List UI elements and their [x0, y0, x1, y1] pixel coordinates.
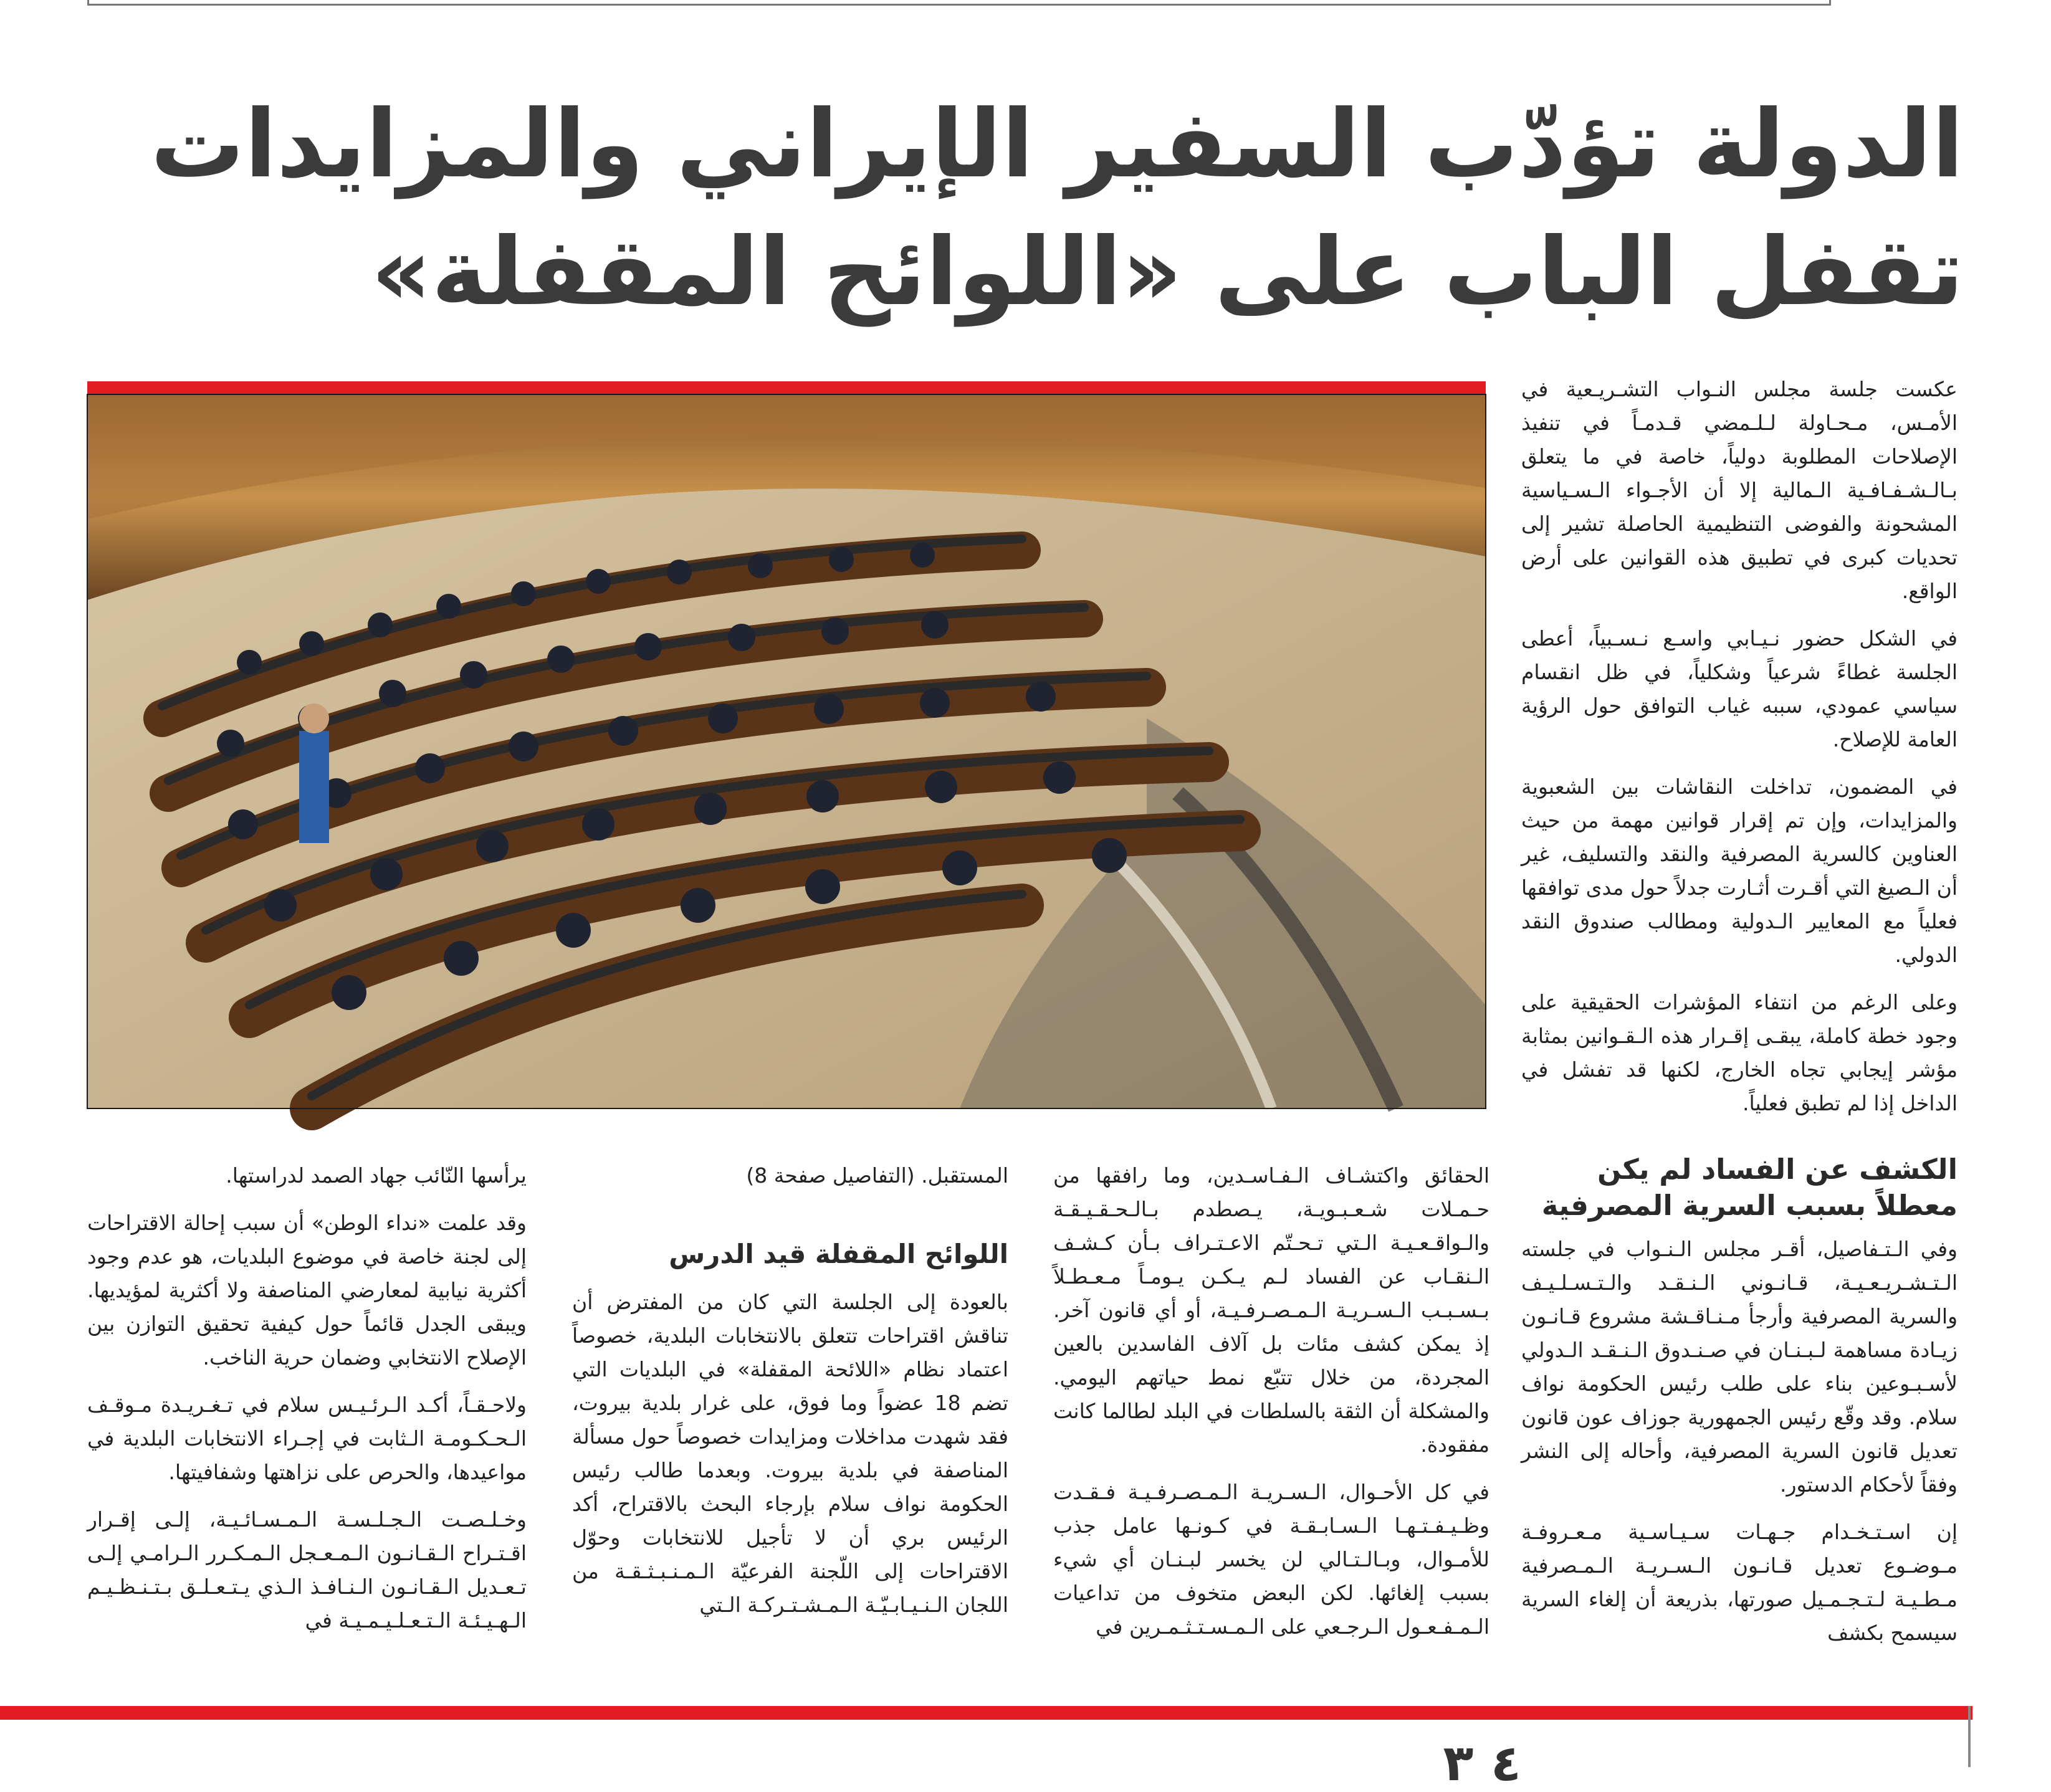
col2-paragraph-2: في كل الأحـوال، الـسـريـة الـمـصـرفـيـة فـقـدت وظـيـفـتـهـا الـسـابـقـة في كـونـها عامل جذب للأمـوال، وبـالـتـالي لن يخسر لبـنـان أي شيء بسبب إلغائها. لكن البعض متخوف من تداعيات الـمـفـعـول الـرجـعي على الـمـسـتـثـمـرين في	[1053, 1480, 1489, 1639]
section1-column	[1521, 1232, 1958, 1664]
column-4	[87, 1159, 527, 1651]
bottom-vertical-rule	[1968, 1706, 1971, 1767]
column-2	[1053, 1159, 1489, 1657]
section1-paragraph-1: وفي الـتـفاصيل، أقـر مجلس الـنـواب في جلسته الـتـشـريـعـيـة، قـانـوني الـنـقـد والـتـسـلـيـف والسرية المصرفية وأرجأ مـنـاقـشة مشروع قـانـون زيـادة مساهمة لـبـنـان في صـنـدوق الـنـقـد الـدولي لأسـبـوعين بناء على طلب رئيس الحكومة نواف سلام. وقد وقّع رئيس الجمهورية جوزاف عون قانون تعديل قانون السرية المصرفية، وأحاله إلى النشر وفقاً لأحكام الدستور.	[1521, 1237, 1958, 1497]
headline-line-2: تقفل الباب على «اللوائح المقفلة»	[371, 218, 1964, 326]
headline-line-1: الدولة تؤدّب السفير الإيراني والمزايدات	[150, 90, 1964, 199]
col4-paragraph-1: يرأسها النّائب جهاد الصمد لدراستها.	[226, 1163, 527, 1188]
intro-column	[1521, 373, 1958, 1134]
next-page-fragment: ٤ ٣	[1443, 1734, 1521, 1792]
intro-paragraph-4: وعلى الرغم من انتفاء المؤشرات الحقيقية على وجود خطة كاملة، يبقـى إقـرار هذه الـقـوانين بمثابة مؤشر إيجابي تجاه الخارج، لكنها قد تفشل في الداخل إذا لم تطبق فعلياً.	[1521, 990, 1958, 1115]
section1-subhead: الكشف عن الفساد لم يكن معطلاً بسبب السرية المصرفية	[1541, 1153, 1958, 1222]
col3-lead: المستقبل. (التفاصيل صفحة 8)	[746, 1163, 1008, 1188]
col2-paragraph-1: الحقائق واكتشـاف الـفـاسـدين، وما رافقها من حـمـلات شـعـبـويـة، يـصطدم بـالـحـقـيـقـة والـواقـعـيـة الـتي تـحـتّم الاعـتـراف بـأن كـشـف الـنقـاب عن الفساد لـم يـكـن يـومـاً مـعـطـلاً بـسـبـب الـسـريـة الـمـصـرفـيـة، أو أي قانون آخر. إذ يمكن كشف مئات بل آلاف الفاسدين بالعين المجردة، من خلال تتبّع نمط حياتهم اليومي. والمشكلة أن الثقة بالسلطات في البلد لطالما كانت مفقودة.	[1053, 1163, 1489, 1457]
intro-paragraph-3: في المضمون، تداخلت النقاشات بين الشعبوية والمزايدات، وإن تم إقرار قوانين مهمة من حيث العناوين كالسرية المصرفية والنقد والتسليف، غير أن الـصيغ التي أقـرت أثـارت جدلاً حول مدى توافقها فعلياً مع المعايير الـدولية ومطالب صندوق النقد الدولي.	[1521, 774, 1958, 967]
col4-paragraph-4: وخـلـصـت الـجـلـسـة الـمـسـائـيـة، إلـى إقـرار اقـتـراح الـقـانـون الـمـعـجل الـمـكـرر الـرامـي إلـى تـعـديل الـقـانـون الـنـافـذ الـذي يـتـعـلـق بـتـنـظـيـم الـهـيـئـة الـتـعـلـيـمـيـة في	[87, 1507, 527, 1632]
intro-paragraph-1: عكست جلسة مجلس النـواب التشـريـعية في الأمـس، مـحـاولة لـلـمضي قـدمـاً في تنفيذ الإصلاحات المطلوبة دولياً، خاصة في ما يتعلق بـالـشـفـافـية الـمالية إلا أن الأجـواء الـسـياسية المشحونة والفوضى التنظيمية الحاصلة تشير إلى تحديات كبرى في تطبيق هذه القوانين على أرض الواقع.	[1521, 377, 1958, 603]
column-3	[572, 1159, 1008, 1206]
photo-top-red-bar	[87, 381, 1486, 394]
col4-paragraph-3: ولاحـقـاً، أكـد الـرئـيـس سلام في تـغـريـدة مـوقـف الـحـكـومـة الـثابت في إجـراء الانتخابات البلدية في مواعيدها، والحرص على نزاهتها وشفافيتها.	[87, 1393, 527, 1484]
column-3-body	[572, 1285, 1008, 1636]
col4-paragraph-2: وقد علمت «نداء الوطن» أن سبب إحالة الاقتراحات إلى لجنة خاصة في موضوع البلديات، هو عدم وجود أكثرية نيابية لمعارضي المناصفة ولا أكثرية لمؤيديها. ويبقى الجدل قائماً حول كيفية تحقيق التوازن بين الإصلاح الانتخابي وضمان حرية الناخب.	[87, 1211, 527, 1370]
top-border-rule	[87, 0, 1831, 6]
parliament-session-photo	[87, 394, 1486, 1108]
intro-paragraph-2: في الشكل حضور نـيـابي واسـع نـسـبياً، أعطى الجلسة غطاءً شرعياً وشكلياً، في ظل انقسام سياسي عمودي، سببه غياب التوافق حول الرؤية العامة للإصلاح.	[1521, 626, 1958, 751]
bottom-red-bar	[0, 1706, 1972, 1720]
col3-subhead: اللوائح المقفلة قيد الدرس	[669, 1239, 1008, 1269]
col3-paragraph-1: بالعودة إلى الجلسة التي كان من المفترض أن تناقش اقتراحات تتعلق بالانتخابات البلدية، خصوصاً اعتماد نظام «اللائحة المقفلة» في البلديات التي تضم 18 عضواً وما فوق، على غرار بلدية بيروت، فقد شهدت مداخلات ومزايدات خصوصاً حول مسألة المناصفة في بلدية بيروت. وبعدما طالب رئيس الحكومة نواف سلام بإرجاء البحث بالاقتراح، أكد الرئيس بري أن لا تأجيل للانتخابات وحوّل الاقتراحات إلى اللّجنة الفرعيّة الـمـنـبـثـقـة من اللجان الـنـيـابـيّـة الـمـشـتـركـة الـتي	[572, 1290, 1008, 1617]
headline	[94, 81, 1964, 336]
section1-paragraph-2: إن اسـتـخـدام جـهـات سـيـاسـية مـعـروفـة مـوضـوع تعديل قـانـون الـسـريـة الـمـصرفية مـطـيـة لـتـجـمـيل صورتها، بذريعة أن إلغاء السرية سيسمح بكشف	[1521, 1520, 1958, 1645]
